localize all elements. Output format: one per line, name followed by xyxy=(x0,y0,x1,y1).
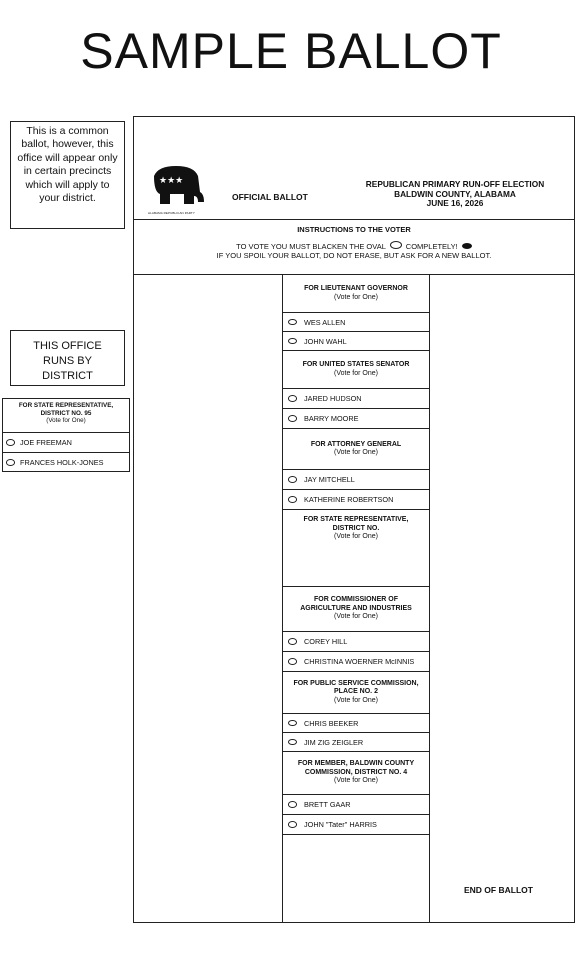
candidate-row[interactable] xyxy=(283,631,429,651)
candidate-name: JAY MITCHELL xyxy=(304,475,355,484)
elephant-icon xyxy=(148,164,206,208)
candidate-row[interactable] xyxy=(283,408,429,428)
side-race-vote: (Vote for One) xyxy=(46,417,86,424)
election-title xyxy=(339,180,571,209)
candidate-row[interactable] xyxy=(283,814,429,835)
instructions-line: IF YOU SPOIL YOUR BALLOT, DO NOT ERASE, BUT ASK FOR A NEW BALLOT. xyxy=(216,251,492,260)
candidate-name: CHRIS BEEKER xyxy=(304,718,359,728)
vote-oval[interactable] xyxy=(288,720,297,727)
instructions xyxy=(134,219,574,275)
vote-oval[interactable] xyxy=(288,821,297,828)
race-title: FOR PUBLIC SERVICE COMMISSION, PLACE NO. 2 xyxy=(293,679,419,696)
race-vote: (Vote for One) xyxy=(334,777,378,785)
race-vote: (Vote for One) xyxy=(334,613,378,621)
candidate-name: JARED HUDSON xyxy=(304,394,362,403)
race-title: FOR LIEUTENANT GOVERNOR xyxy=(304,285,408,292)
race-header xyxy=(283,751,429,794)
candidate-row[interactable] xyxy=(283,331,429,350)
vote-oval[interactable] xyxy=(288,801,297,808)
race-header xyxy=(283,510,429,542)
race-title: FOR STATE REPRESENTATIVE, DISTRICT NO. xyxy=(303,516,409,532)
instructions-heading: INSTRUCTIONS TO THE VOTER xyxy=(297,225,411,234)
side-candidate-row[interactable] xyxy=(3,432,129,452)
candidate-name: CHRISTINA WOERNER McINNIS xyxy=(304,657,415,666)
vote-oval[interactable] xyxy=(288,638,297,645)
election-line: BALDWIN COUNTY, ALABAMA xyxy=(394,188,516,199)
candidate-row[interactable] xyxy=(283,732,429,751)
race-vote: (Vote for One) xyxy=(334,293,378,301)
candidate-name: KATHERINE ROBERTSON xyxy=(304,495,394,504)
vote-oval[interactable] xyxy=(288,496,297,503)
candidate-row[interactable] xyxy=(283,489,429,509)
side-race-title-text: FOR STATE REPRESENTATIVE, DISTRICT NO. 95 xyxy=(18,402,114,417)
race-vote: (Vote for One) xyxy=(334,533,378,540)
race-header xyxy=(283,428,429,469)
svg-text:★★★: ★★★ xyxy=(159,176,184,186)
race-header xyxy=(283,275,429,312)
empty-oval-icon xyxy=(390,241,402,249)
vote-oval[interactable] xyxy=(288,415,297,422)
candidate-name: JOE FREEMAN xyxy=(20,438,72,447)
party-logo xyxy=(148,164,206,214)
candidate-name: COREY HILL xyxy=(304,637,348,646)
race-header xyxy=(283,671,429,713)
candidate-row[interactable] xyxy=(283,469,429,489)
ballot-frame xyxy=(133,116,575,923)
race-title: FOR ATTORNEY GENERAL xyxy=(310,440,402,448)
state-rep-box xyxy=(282,509,430,587)
race-vote: (Vote for One) xyxy=(334,696,378,704)
candidate-row[interactable] xyxy=(283,312,429,331)
candidate-name: JIM ZIG ZEIGLER xyxy=(304,737,364,747)
vote-oval[interactable] xyxy=(6,459,15,466)
instructions-line xyxy=(134,241,574,251)
vote-oval[interactable] xyxy=(288,319,297,326)
candidate-name: BARRY MOORE xyxy=(304,414,359,423)
election-line: REPUBLICAN PRIMARY RUN-OFF ELECTION xyxy=(365,179,545,189)
vote-oval[interactable] xyxy=(288,658,297,665)
race-vote: (Vote for One) xyxy=(334,369,378,377)
race-header xyxy=(283,350,429,388)
candidate-name: WES ALLEN xyxy=(304,317,346,327)
candidate-name: JOHN WAHL xyxy=(304,336,347,346)
vote-oval[interactable] xyxy=(288,739,297,746)
candidate-row[interactable] xyxy=(283,388,429,408)
election-line: JUNE 16, 2026 xyxy=(426,198,484,208)
side-race-box xyxy=(2,398,130,472)
vote-oval[interactable] xyxy=(6,439,15,446)
candidate-row[interactable] xyxy=(283,651,429,671)
official-ballot-label: OFFICIAL BALLOT xyxy=(232,192,308,202)
candidate-name: BRETT GAAR xyxy=(304,800,351,809)
district-office-note: THIS OFFICE RUNS BY DISTRICT xyxy=(10,330,125,386)
party-label: ALABAMA REPUBLICAN PARTY xyxy=(148,211,195,215)
side-race-title xyxy=(3,399,129,432)
candidate-name: JOHN "Tater" HARRIS xyxy=(304,820,377,829)
race-title: FOR MEMBER, BALDWIN COUNTY COMMISSION, DISTRICT NO. 4 xyxy=(297,760,415,776)
candidate-row[interactable] xyxy=(283,794,429,814)
page-title: SAMPLE BALLOT xyxy=(80,23,502,79)
race-vote: (Vote for One) xyxy=(334,449,378,456)
race-title: FOR UNITED STATES SENATOR xyxy=(302,361,410,368)
filled-oval-icon xyxy=(462,243,472,249)
vote-oval[interactable] xyxy=(288,395,297,402)
end-of-ballot: END OF BALLOT xyxy=(464,885,533,895)
vote-oval[interactable] xyxy=(288,476,297,483)
race-header xyxy=(283,587,429,631)
instructions-text: TO VOTE YOU MUST BLACKEN THE OVAL xyxy=(236,242,386,251)
candidate-row[interactable] xyxy=(283,713,429,732)
common-ballot-note: This is a common ballot, however, this office will appear only in certain precincts which will apply to your district. xyxy=(10,121,125,229)
side-candidate-row[interactable] xyxy=(3,452,129,472)
races-column xyxy=(282,275,430,922)
candidate-name: FRANCES HOLK-JONES xyxy=(20,458,104,467)
vote-oval[interactable] xyxy=(288,338,297,345)
instructions-text: COMPLETELY! xyxy=(405,242,458,251)
race-title: FOR COMMISSIONER OF AGRICULTURE AND INDUSTRIES xyxy=(300,596,412,612)
